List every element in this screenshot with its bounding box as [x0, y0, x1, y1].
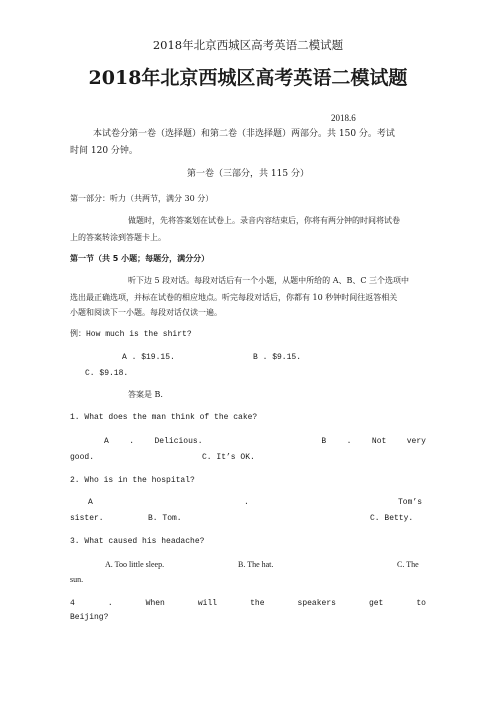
question-3-sun: sun. [70, 575, 84, 584]
question-3-option-b: B. The hat. [238, 560, 274, 569]
volume-heading: 第一卷（三部分，共 115 分） [187, 169, 309, 179]
question-4-line [70, 596, 426, 612]
q4-token: 4 [70, 599, 75, 608]
q1-token: B [321, 437, 327, 446]
question-2-sister: sister. [70, 514, 104, 523]
instruction-line-1: 做题时，先将答案划在试卷上。录音内容结束后，你将有两分钟的时间将试卷 [128, 216, 400, 225]
instruction-line-2: 上的答案转涂到答题卡上。 [70, 233, 166, 242]
question-3-option-a: A. Too little sleep. [105, 560, 165, 569]
q4-token: When [145, 599, 165, 608]
question-1-options-line [104, 434, 426, 450]
q1-token: Not [371, 437, 387, 446]
example-option-c: C. $9.18. [85, 369, 129, 378]
q1-token: Delicious. [154, 437, 203, 446]
exam-date: 2018.6 [331, 113, 356, 123]
example-option-a: A . $19.15. [122, 353, 175, 362]
question-3: 3. What caused his headache? [70, 537, 205, 546]
section-line-1: 听下边 5 段对话。每段对话后有一个小题，从题中所给的 A、B、C 三个选项中 [128, 276, 410, 285]
intro-line-1: 本试卷分第一卷（选择题）和第二卷（非选择题）两部分。共 150 分。考试 [93, 129, 395, 139]
q4-token: . [107, 599, 113, 608]
question-2-option-a: A [88, 498, 93, 507]
intro-line-2: 时间 120 分钟。 [70, 146, 138, 156]
question-2-toms: Tom’s [398, 498, 423, 507]
q4-token: to [416, 599, 426, 608]
q4-token: will [197, 599, 218, 608]
document-title: 2018年北京西城区高考英语二模试题 [88, 67, 408, 89]
q4-token: speakers [297, 599, 336, 608]
question-1: 1. What does the man think of the cake? [70, 413, 258, 422]
section-line-2: 选出最正确选项，并标在试卷的相应地点。听完每段对话后，你都有 10 秒钟时间往返答相关 [70, 293, 398, 302]
q4-token: get [368, 599, 384, 608]
q1-token: very [406, 437, 426, 446]
question-2-dot: . [244, 498, 249, 507]
q1-token: . [346, 437, 352, 446]
example-answer: 答案是 B. [128, 390, 163, 399]
question-1-good: good. [70, 453, 95, 462]
question-4-beijing: Beijing? [70, 613, 109, 622]
page-header: 2018年北京西城区高考英语二模试题 [152, 38, 344, 52]
section-heading: 第一节（共 5 小题；每题分，满分分） [70, 254, 210, 263]
question-3-option-c: C. The [397, 560, 419, 569]
question-1-option-c: C. It’s OK. [202, 453, 255, 462]
part-heading: 第一部分：听力（共两节，满分 30 分） [70, 194, 214, 203]
question-2-option-c: C. Betty. [370, 514, 414, 523]
question-2-option-b: B. Tom. [148, 514, 182, 523]
q1-token: A [104, 437, 109, 446]
question-2: 2. Who is in the hospital? [70, 476, 195, 485]
section-line-3: 小题和阅读下一小题。每段对话仅读一遍。 [70, 308, 222, 317]
example-option-b: B . $9.15. [253, 353, 302, 362]
example-question: 例：How much is the shirt? [70, 330, 192, 339]
q4-token: the [250, 599, 265, 608]
q1-token: . [129, 437, 135, 446]
